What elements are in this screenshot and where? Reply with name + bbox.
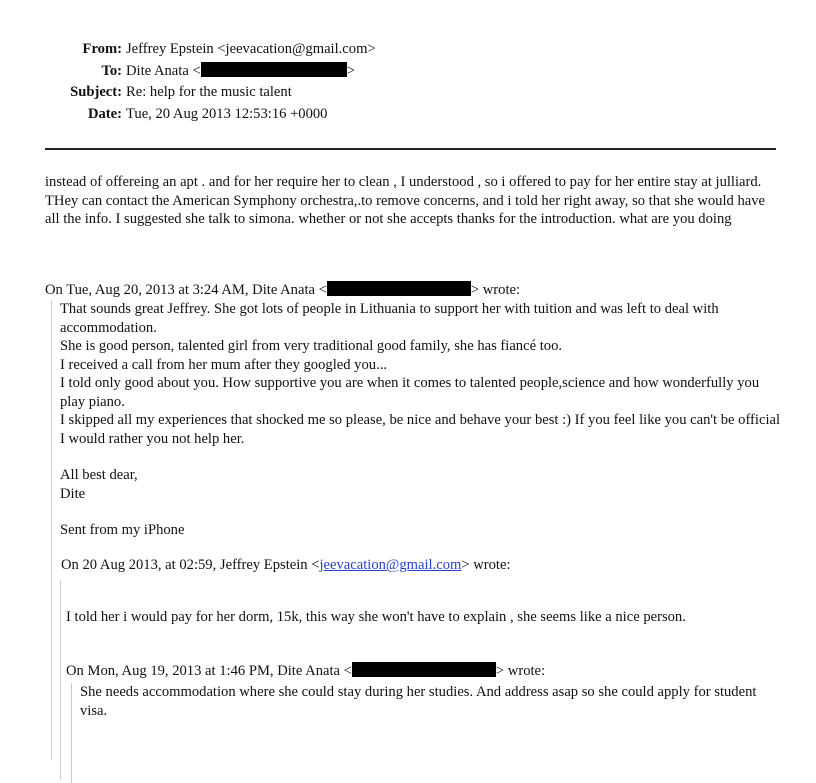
quote1-header-prefix: On Tue, Aug 20, 2013 at 3:24 AM, Dite Anata < (45, 282, 327, 298)
quote1-closing-name: Dite (60, 485, 86, 502)
to-row (0, 62, 816, 84)
quote3-text: She needs accommodation where she could stay during her studies. And address asap so she could apply for student visa. (80, 684, 757, 719)
message-text: instead of offereing an apt . and for her require her to clean , I understood , so i offered to pay for her entire stay at julliard. THey can contact the American Symphony orchestra,.to remove concerns, and i told her right away, so that she would have all the info. I suggested she talk to simona. whether or not she accepts thanks for the introduction. what are you doing (45, 174, 766, 227)
message-body (45, 173, 780, 229)
quote3-header (66, 662, 545, 681)
quote2-header-prefix: On 20 Aug 2013, at 02:59, Jeffrey Epstein < (61, 557, 320, 573)
quote1-header-suffix: > wrote: (470, 282, 521, 298)
quote2-block (60, 580, 781, 780)
to-value-prefix: Dite Anata < (126, 62, 201, 79)
to-value-suffix: > (346, 62, 355, 79)
email-header (0, 40, 816, 126)
from-row (0, 40, 816, 62)
quote1-paragraph: She is good person, talented girl from very traditional good family, she has fiancé too. (60, 338, 563, 354)
subject-label: Subject: (70, 84, 122, 100)
date-row (0, 105, 816, 127)
header-divider (45, 148, 776, 150)
quote1-paragraph: I skipped all my experiences that shocked me so please, be nice and behave your best :) If you feel like you can't be official I would rather you not help her. (60, 412, 781, 447)
quote1-closing: All best dear, (60, 467, 138, 483)
date-label: Date: (87, 105, 122, 122)
from-label: From: (82, 41, 122, 57)
subject-row (0, 83, 816, 105)
quote1-signature: Sent from my iPhone (60, 522, 185, 538)
subject-value: Re: help for the music talent (126, 84, 292, 100)
date-value: Tue, 20 Aug 2013 12:53:16 +0000 (126, 105, 328, 122)
to-label: To: (101, 62, 122, 79)
redaction-box (352, 662, 496, 677)
redaction-box (201, 62, 347, 77)
quote1-paragraph: I told only good about you. How supportive you are when it comes to talented people,science and how wonderfully you play piano. (60, 375, 760, 410)
quote2-header (61, 556, 511, 575)
quote1-paragraph: I received a call from her mum after they googled you... (60, 356, 388, 373)
quote2-text: I told her i would pay for her dorm, 15k, this way she won't have to explain , she seems like a nice person. (66, 609, 686, 625)
email-link[interactable]: jeevacation@gmail.com (319, 557, 462, 573)
quote3-header-suffix: > wrote: (495, 663, 546, 679)
quote3-header-prefix: On Mon, Aug 19, 2013 at 1:46 PM, Dite Anata < (66, 663, 352, 679)
quote1-header (45, 281, 520, 300)
quote2-header-suffix: > wrote: (461, 557, 511, 573)
quote3-block (71, 683, 770, 783)
from-value: Jeffrey Epstein <jeevacation@gmail.com> (126, 41, 376, 57)
redaction-box (327, 281, 471, 296)
quote1-paragraph: That sounds great Jeffrey. She got lots of people in Lithuania to support her with tuition and was left to deal with accommodation. (60, 301, 719, 336)
